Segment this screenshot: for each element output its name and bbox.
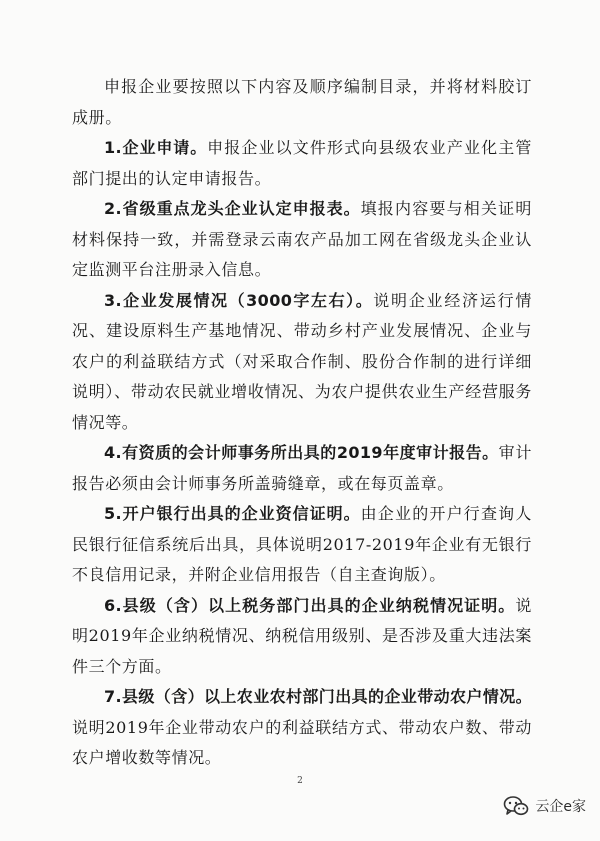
item-4-heading: 4.有资质的会计师事务所出具的2019年度审计报告。 [104,443,499,462]
item-6 [72,591,532,683]
item-4 [72,438,532,499]
watermark [503,793,586,819]
item-7-body: 说明2019年企业带动农户的利益联结方式、带动农户数、带动农户增收数等情况。 [72,717,532,767]
item-7 [72,682,532,774]
page-number: 2 [297,776,303,786]
item-3-body: 说明企业经济运行情况、建设原料生产基地情况、带动乡村产业发展情况、企业与农户的利益联结方式（对采取合作制、股份合作制的进行详细说明）、带动农民就业增收情况、为农户提供农业生产经营服务情况等。 [72,290,532,432]
item-3 [72,286,532,439]
item-6-body: 说明2019年企业纳税情况、纳税信用级别、是否涉及重大违法案件三个方面。 [72,595,532,676]
item-2-heading: 2.省级重点龙头企业认定申报表。 [104,199,361,218]
wechat-icon [503,795,529,817]
item-2 [72,194,532,286]
item-5 [72,499,532,591]
item-4-body: 审计报告必须由会计师事务所盖骑缝章，或在每页盖章。 [72,443,532,493]
item-7-heading: 7.县级（含）以上农业农村部门出具的企业带动农户情况。 [104,687,533,706]
watermark-text: 云企e家 [535,799,586,815]
item-2-body: 填报内容要与相关证明材料保持一致，并需登录云南农产品加工网在省级龙头企业认定监测平台注册录入信息。 [72,199,532,279]
item-5-heading: 5.开户银行出具的企业资信证明。 [104,504,361,523]
item-6-heading: 6.县级（含）以上税务部门出具的企业纳税情况证明。 [104,595,516,615]
intro-paragraph: 申报企业要按照以下内容及顺序编制目录，并将材料胶订成册。 [72,77,532,127]
document-body [72,72,532,774]
item-5-body: 由企业的开户行查询人民银行征信系统后出具，具体说明2017-2019年企业有无银行不良信用记录，并附企业信用报告（自主查询版）。 [72,504,532,584]
item-1-body: 申报企业以文件形式向县级农业产业化主管部门提出的认定申请报告。 [72,138,532,188]
item-3-heading: 3.企业发展情况（3000字左右）。 [104,290,374,310]
item-1 [72,133,532,194]
item-1-heading: 1.企业申请。 [104,138,208,157]
